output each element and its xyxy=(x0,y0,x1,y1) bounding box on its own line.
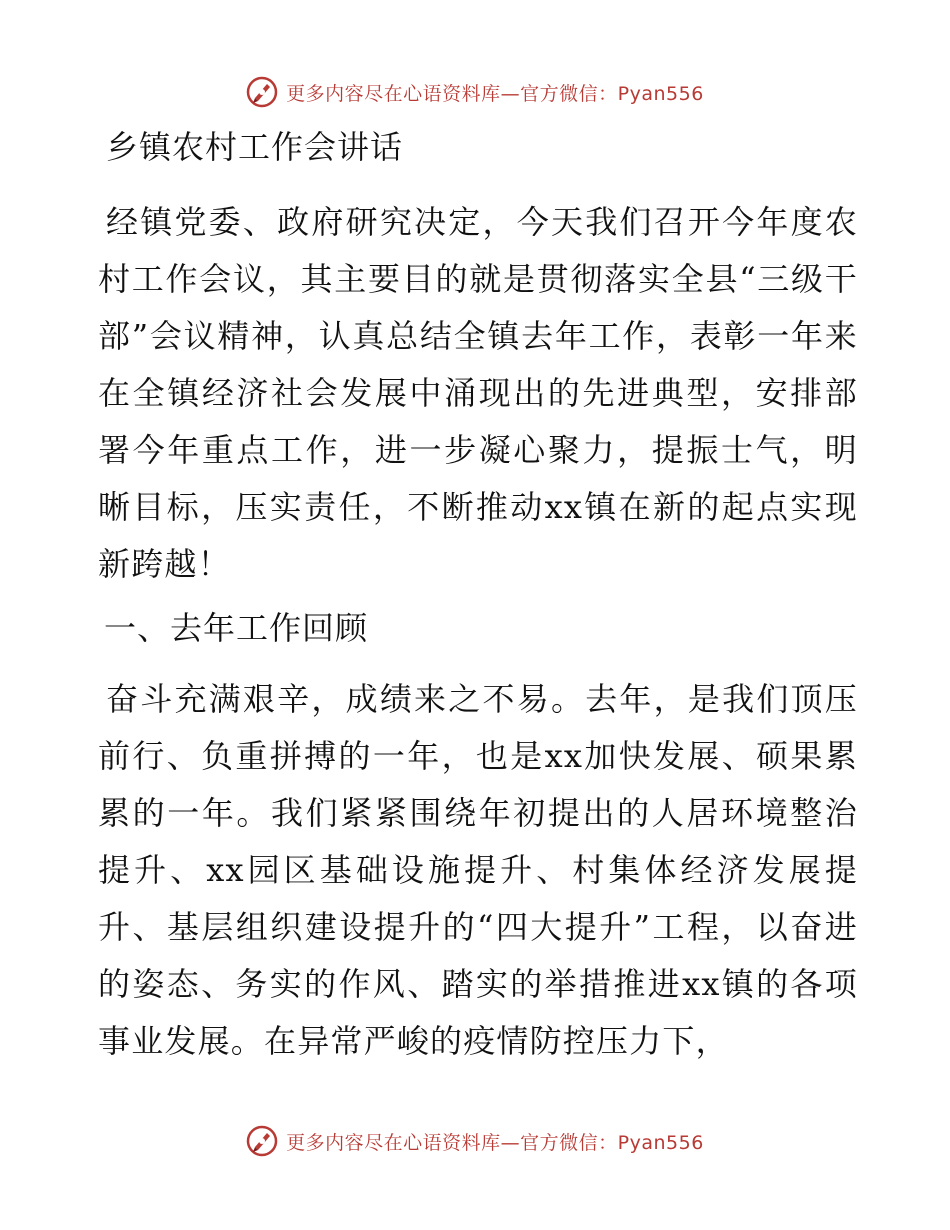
header-watermark xyxy=(0,72,950,112)
watermark-text: 更多内容尽在心语资料库—官方微信：Pyan556 xyxy=(286,1131,704,1154)
watermark-logo-icon xyxy=(246,1125,278,1157)
section-heading: 一、去年工作回顾 xyxy=(104,609,369,647)
document-title: 乡镇农村工作会讲话 xyxy=(106,128,404,166)
document-body xyxy=(98,126,858,1070)
watermark-text: 更多内容尽在心语资料库—官方微信：Pyan556 xyxy=(286,82,704,105)
watermark-logo-icon xyxy=(246,76,278,108)
section-paragraph: 奋斗充满艰辛，成绩来之不易。去年，是我们顶压前行、负重拼搏的一年，也是xx加快发展、硕果累累的一年。我们紧紧围绕年初提出的人居环境整治提升、xx园区基础设施提升、村集体经济发展提升、基层组织建设提升的“四大提升”工程，以奋进的姿态、务实的作风、踏实的举措推进xx镇的各项事业发展。在异常严峻的疫情防控压力下， xyxy=(98,680,858,1060)
intro-paragraph: 经镇党委、政府研究决定，今天我们召开今年度农村工作会议，其主要目的就是贯彻落实全县“三级干部”会议精神，认真总结全镇去年工作，表彰一年来在全镇经济社会发展中涌现出的先进典型，安排部署今年重点工作，进一步凝心聚力，提振士气，明晰目标，压实责任，不断推动xx镇在新的起点实现新跨越！ xyxy=(98,203,858,583)
footer-watermark xyxy=(0,1121,950,1161)
